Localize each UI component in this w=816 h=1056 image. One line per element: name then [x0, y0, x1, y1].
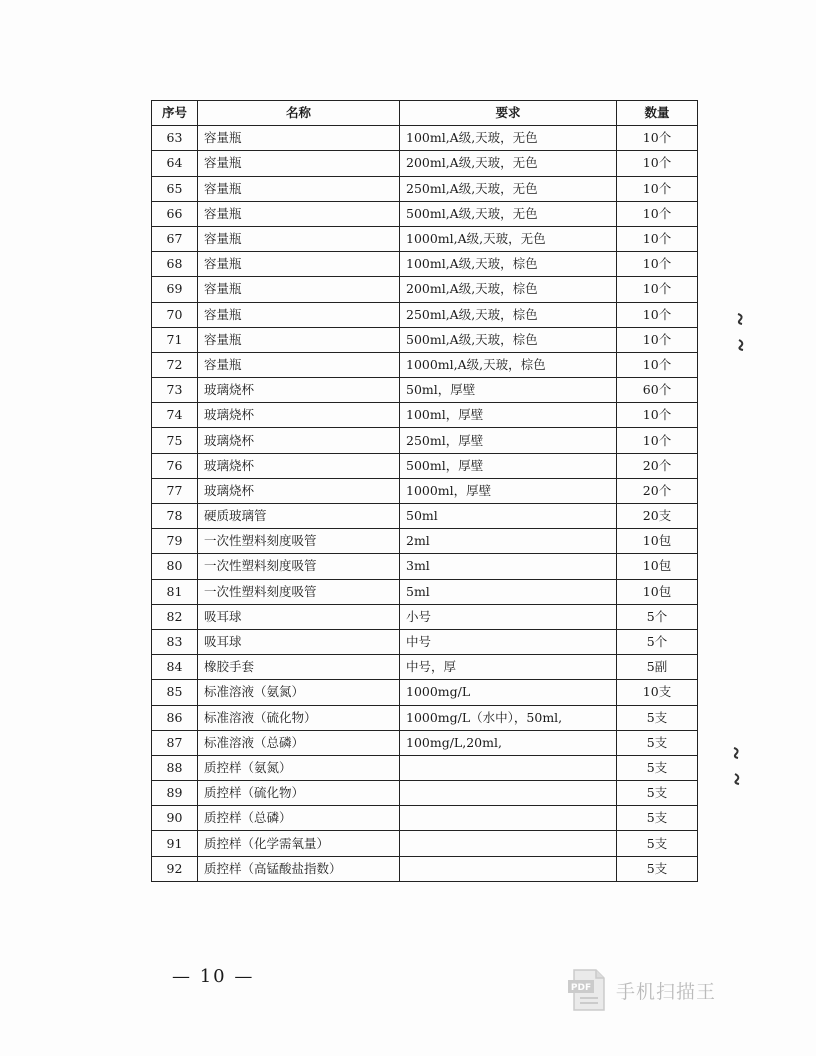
- cell-requirement: 500ml,A级,天玻，棕色: [400, 327, 617, 352]
- cell-name: 质控样（硫化物）: [198, 781, 400, 806]
- cell-quantity: 20个: [617, 478, 698, 503]
- cell-requirement: 250ml,A级,天玻，棕色: [400, 302, 617, 327]
- cell-no: 80: [152, 554, 198, 579]
- cell-no: 74: [152, 403, 198, 428]
- table-row: [152, 755, 698, 780]
- cell-name: 一次性塑料刻度吸管: [198, 529, 400, 554]
- table-row: [152, 730, 698, 755]
- cell-no: 75: [152, 428, 198, 453]
- cell-quantity: 10个: [617, 428, 698, 453]
- pdf-document-icon: [568, 968, 608, 1012]
- cell-no: 82: [152, 604, 198, 629]
- cell-name: 玻璃烧杯: [198, 453, 400, 478]
- cell-quantity: 5支: [617, 705, 698, 730]
- cell-name: 标准溶液（氨氮）: [198, 680, 400, 705]
- cell-quantity: 20个: [617, 453, 698, 478]
- cell-requirement: 500ml,A级,天玻，无色: [400, 201, 617, 226]
- cell-name: 质控样（氨氮）: [198, 755, 400, 780]
- cell-requirement: 1000ml,A级,天玻，棕色: [400, 352, 617, 377]
- cell-name: 玻璃烧杯: [198, 378, 400, 403]
- cell-requirement: 100ml，厚壁: [400, 403, 617, 428]
- cell-name: 标准溶液（硫化物）: [198, 705, 400, 730]
- cell-quantity: 10支: [617, 680, 698, 705]
- cell-name: 硬质玻璃管: [198, 504, 400, 529]
- cell-name: 容量瓶: [198, 302, 400, 327]
- cell-name: 玻璃烧杯: [198, 478, 400, 503]
- cell-name: 容量瓶: [198, 226, 400, 251]
- table-row: [152, 478, 698, 503]
- cell-quantity: 5副: [617, 655, 698, 680]
- page-number: — 10 —: [172, 966, 255, 987]
- cell-quantity: 5支: [617, 781, 698, 806]
- table-row: [152, 277, 698, 302]
- cell-quantity: 10个: [617, 352, 698, 377]
- cell-quantity: 10个: [617, 252, 698, 277]
- cell-requirement: 100ml,A级,天玻，无色: [400, 126, 617, 151]
- cell-no: 69: [152, 277, 198, 302]
- cell-no: 76: [152, 453, 198, 478]
- cell-name: 质控样（化学需氧量）: [198, 831, 400, 856]
- header-requirement: 要求: [400, 101, 617, 126]
- cell-name: 一次性塑料刻度吸管: [198, 554, 400, 579]
- cell-quantity: 10个: [617, 403, 698, 428]
- cell-name: 质控样（总磷）: [198, 806, 400, 831]
- table-row: [152, 554, 698, 579]
- cell-requirement: [400, 856, 617, 881]
- cell-no: 84: [152, 655, 198, 680]
- cell-quantity: 20支: [617, 504, 698, 529]
- cell-no: 68: [152, 252, 198, 277]
- cell-quantity: 10个: [617, 327, 698, 352]
- table-row: [152, 781, 698, 806]
- cell-name: 容量瓶: [198, 176, 400, 201]
- table-row: [152, 629, 698, 654]
- cell-name: 吸耳球: [198, 629, 400, 654]
- cell-no: 91: [152, 831, 198, 856]
- cell-no: 72: [152, 352, 198, 377]
- cell-quantity: 5支: [617, 831, 698, 856]
- cell-requirement: [400, 831, 617, 856]
- cell-requirement: 100mg/L,20ml,: [400, 730, 617, 755]
- cell-quantity: 10个: [617, 126, 698, 151]
- cell-no: 70: [152, 302, 198, 327]
- header-quantity: 数量: [617, 101, 698, 126]
- cell-no: 73: [152, 378, 198, 403]
- cell-no: 81: [152, 579, 198, 604]
- cell-quantity: 10个: [617, 201, 698, 226]
- cell-no: 66: [152, 201, 198, 226]
- cell-no: 90: [152, 806, 198, 831]
- cell-name: 橡胶手套: [198, 655, 400, 680]
- table-row: [152, 856, 698, 881]
- cell-quantity: 10包: [617, 554, 698, 579]
- cell-quantity: 10个: [617, 226, 698, 251]
- cell-requirement: [400, 781, 617, 806]
- cell-requirement: 50ml: [400, 504, 617, 529]
- table-row: [152, 655, 698, 680]
- table-row: [152, 579, 698, 604]
- cell-requirement: 500ml，厚壁: [400, 453, 617, 478]
- cell-quantity: 10个: [617, 151, 698, 176]
- watermark-text: 手机扫描王: [616, 980, 717, 1003]
- table-row: [152, 831, 698, 856]
- header-name: 名称: [198, 101, 400, 126]
- cell-name: 质控样（高锰酸盐指数）: [198, 856, 400, 881]
- cell-no: 89: [152, 781, 198, 806]
- cell-no: 88: [152, 755, 198, 780]
- table-row: [152, 806, 698, 831]
- cell-no: 78: [152, 504, 198, 529]
- cell-quantity: 5个: [617, 629, 698, 654]
- table-row: [152, 226, 698, 251]
- table-row: [152, 126, 698, 151]
- pdf-logo-label: PDF: [570, 983, 592, 993]
- cell-quantity: 5支: [617, 856, 698, 881]
- cell-name: 容量瓶: [198, 277, 400, 302]
- table-row: [152, 151, 698, 176]
- binding-hole-mark: [734, 338, 748, 352]
- cell-requirement: 中号: [400, 629, 617, 654]
- binding-hole-mark: [730, 772, 744, 786]
- cell-no: 87: [152, 730, 198, 755]
- cell-quantity: 60个: [617, 378, 698, 403]
- cell-name: 容量瓶: [198, 201, 400, 226]
- cell-requirement: 1000mg/L: [400, 680, 617, 705]
- cell-requirement: [400, 755, 617, 780]
- cell-no: 67: [152, 226, 198, 251]
- cell-no: 63: [152, 126, 198, 151]
- cell-name: 吸耳球: [198, 604, 400, 629]
- cell-requirement: 1000mg/L（水中），50ml,: [400, 705, 617, 730]
- cell-quantity: 10包: [617, 529, 698, 554]
- cell-requirement: 1000ml,A级,天玻，无色: [400, 226, 617, 251]
- table-row: [152, 403, 698, 428]
- cell-name: 容量瓶: [198, 327, 400, 352]
- cell-no: 79: [152, 529, 198, 554]
- cell-quantity: 5个: [617, 604, 698, 629]
- binding-hole-mark: [730, 746, 744, 760]
- table-row: [152, 529, 698, 554]
- cell-no: 77: [152, 478, 198, 503]
- table-row: [152, 352, 698, 377]
- cell-name: 容量瓶: [198, 252, 400, 277]
- cell-quantity: 5支: [617, 806, 698, 831]
- cell-quantity: 10个: [617, 176, 698, 201]
- cell-no: 65: [152, 176, 198, 201]
- cell-no: 83: [152, 629, 198, 654]
- cell-requirement: 200ml,A级,天玻，无色: [400, 151, 617, 176]
- cell-requirement: 250ml，厚壁: [400, 428, 617, 453]
- cell-requirement: 3ml: [400, 554, 617, 579]
- cell-name: 玻璃烧杯: [198, 403, 400, 428]
- table-header-row: [152, 101, 698, 126]
- binding-hole-mark: [734, 312, 748, 326]
- header-no: 序号: [152, 101, 198, 126]
- cell-no: 64: [152, 151, 198, 176]
- table-row: [152, 604, 698, 629]
- table-row: [152, 201, 698, 226]
- cell-quantity: 5支: [617, 730, 698, 755]
- cell-name: 容量瓶: [198, 151, 400, 176]
- cell-name: 容量瓶: [198, 352, 400, 377]
- cell-requirement: 中号，厚: [400, 655, 617, 680]
- cell-requirement: 250ml,A级,天玻，无色: [400, 176, 617, 201]
- cell-quantity: 10个: [617, 277, 698, 302]
- table-row: [152, 453, 698, 478]
- cell-no: 85: [152, 680, 198, 705]
- table-row: [152, 504, 698, 529]
- cell-quantity: 10个: [617, 302, 698, 327]
- cell-quantity: 10包: [617, 579, 698, 604]
- cell-requirement: 2ml: [400, 529, 617, 554]
- cell-name: 玻璃烧杯: [198, 428, 400, 453]
- table-row: [152, 302, 698, 327]
- cell-name: 容量瓶: [198, 126, 400, 151]
- cell-requirement: 50ml，厚壁: [400, 378, 617, 403]
- cell-no: 92: [152, 856, 198, 881]
- table-row: [152, 705, 698, 730]
- table-row: [152, 252, 698, 277]
- table-row: [152, 327, 698, 352]
- cell-no: 71: [152, 327, 198, 352]
- table-row: [152, 428, 698, 453]
- cell-requirement: 200ml,A级,天玻，棕色: [400, 277, 617, 302]
- cell-no: 86: [152, 705, 198, 730]
- cell-requirement: 1000ml，厚壁: [400, 478, 617, 503]
- cell-requirement: 5ml: [400, 579, 617, 604]
- cell-requirement: [400, 806, 617, 831]
- table-row: [152, 176, 698, 201]
- equipment-table: [151, 100, 698, 882]
- cell-quantity: 5支: [617, 755, 698, 780]
- table-row: [152, 378, 698, 403]
- cell-name: 一次性塑料刻度吸管: [198, 579, 400, 604]
- table-row: [152, 680, 698, 705]
- cell-name: 标准溶液（总磷）: [198, 730, 400, 755]
- scanner-watermark: [568, 968, 716, 1012]
- cell-requirement: 100ml,A级,天玻，棕色: [400, 252, 617, 277]
- cell-requirement: 小号: [400, 604, 617, 629]
